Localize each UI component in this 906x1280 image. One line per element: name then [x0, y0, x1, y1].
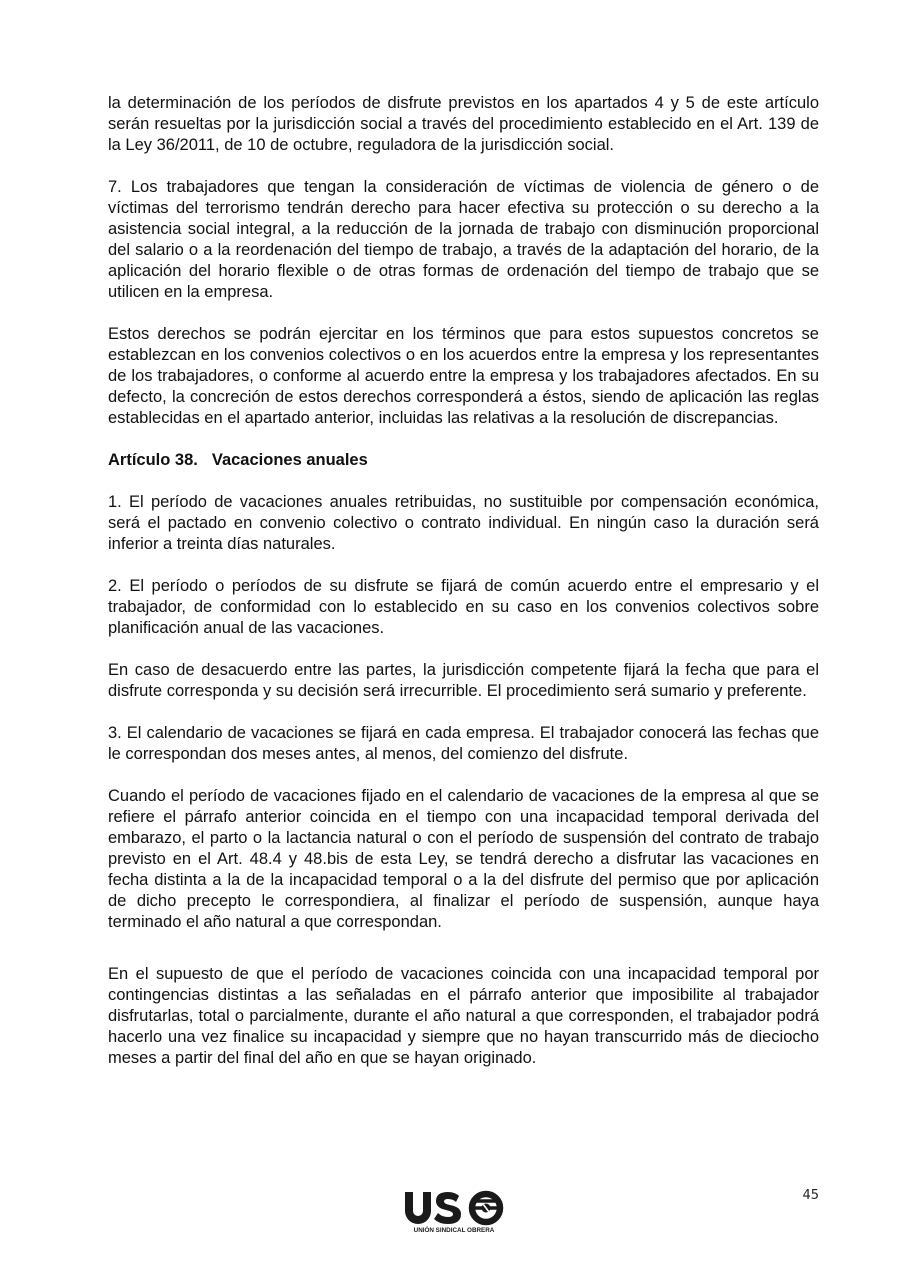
article-number: Artículo 38. [108, 451, 198, 469]
logo-subtitle: UNIÓN SINDICAL OBRERA [413, 1227, 495, 1233]
paragraph-item-7: 7. Los trabajadores que tengan la consideración de víctimas de violencia de género o de víctimas del terrorismo tendrán derecho para hacer efectiva su protección o su derecho a la asistencia social integral, a la reducción de la jornada de trabajo con disminución proporcional del salario o a la reordenación del tiempo de trabajo, a través de la adaptación del horario, de la aplicación del horario flexible o de otras formas de ordenación del tiempo de trabajo que se utilicen en la empresa. [108, 178, 819, 301]
paragraph-other-contingencies: En el supuesto de que el período de vacaciones coincida con una incapacidad temporal por contingencias distintas a las señaladas en el párrafo anterior que imposibilite al trabajador disfrutarlas, total o parcialmente, durante el año natural a que corresponden, el trabajador podrá hacerlo una vez finalice su incapacidad y siempre que no hayan transcurrido más de dieciocho meses a partir del final del año en que se hayan originado. [108, 965, 819, 1067]
article-heading [108, 450, 819, 471]
paragraph-rights: Estos derechos se podrán ejercitar en los términos que para estos supuestos concretos se establezcan en los convenios colectivos o en los acuerdos entre la empresa y los representantes de los trabajadores, o conforme al acuerdo entre la empresa y los trabajadores afectados. En su defecto, la concreción de estos derechos corresponderá a éstos, siendo de aplicación las reglas establecidas en el apartado anterior, incluidas las relativas a la resolución de discrepancias. [108, 325, 819, 427]
paragraph-item-2: 2. El período o períodos de su disfrute se fijará de común acuerdo entre el empresario y el trabajador, de conformidad con lo establecido en su caso en los convenios colectivos sobre planificación anual de las vacaciones. [108, 577, 819, 637]
page-number: 45 [802, 1188, 819, 1203]
article-title: Vacaciones anuales [211, 451, 368, 469]
document-body [108, 93, 819, 1090]
paragraph-temporary-disability: Cuando el período de vacaciones fijado en el calendario de vacaciones de la empresa al que se refiere el párrafo anterior coincida en el tiempo con una incapacidad temporal derivada del embarazo, el parto o la lactancia natural o con el período de suspensión del contrato de trabajo previsto en el Art. 48.4 y 48.bis de esta Ley, se tendrá derecho a disfrutar las vacaciones en fecha distinta a la de la incapacidad temporal o a la del disfrute del permiso que por aplicación de dicho precepto le correspondiera, al finalizar el período de suspensión, aunque haya terminado el año natural a que correspondan. [108, 787, 819, 931]
uso-logo [403, 1188, 505, 1233]
paragraph-item-1: 1. El período de vacaciones anuales retribuidas, no sustituible por compensación económica, será el pactado en convenio colectivo o contrato individual. En ningún caso la duración será inferior a treinta días naturales. [108, 493, 819, 553]
paragraph-disagreement: En caso de desacuerdo entre las partes, la jurisdicción competente fijará la fecha que para el disfrute corresponda y su decisión será irrecurrible. El procedimiento será sumario y preferente. [108, 661, 819, 700]
paragraph-continuation: la determinación de los períodos de disfrute previstos en los apartados 4 y 5 de este artículo serán resueltas por la jurisdicción social a través del procedimiento establecido en el Art. 139 de la Ley 36/2011, de 10 de octubre, reguladora de la jurisdicción social. [108, 94, 819, 154]
paragraph-item-3: 3. El calendario de vacaciones se fijará en cada empresa. El trabajador conocerá las fechas que le correspondan dos meses antes, al menos, del comienzo del disfrute. [108, 724, 819, 763]
